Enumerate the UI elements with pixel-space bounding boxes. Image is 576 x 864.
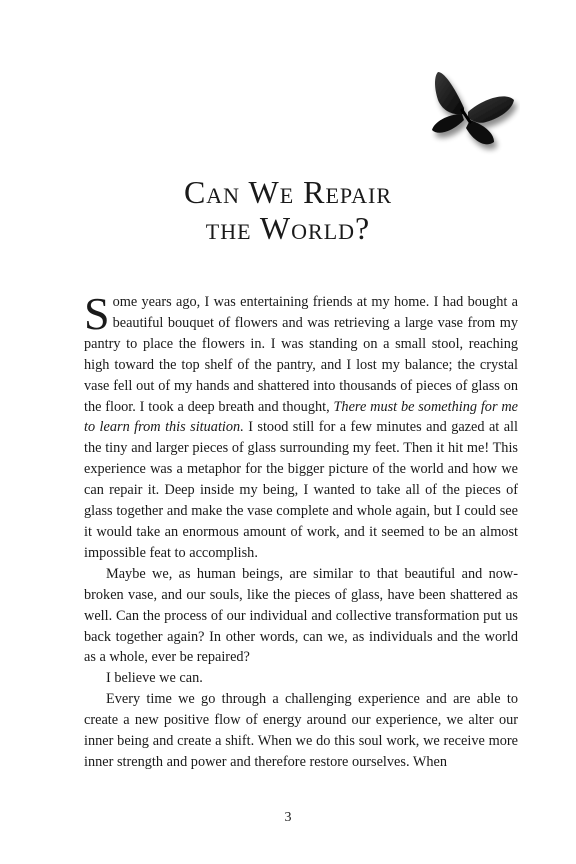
page-number: 3 [284,810,292,825]
paragraph-2: Maybe we, as human beings, are similar to that beautiful and now-broken vase, and our souls, like the pieces of glass, have been shattered as well. Can the process of our individual and collective transformation put us back together again? In other words, can we, as individuals and the world as a whole, ever be repaired? [84,565,518,666]
chapter-title [0,174,576,246]
chapter-title-line-1: Can We Repair [183,174,393,210]
paragraph-3: I believe we can. [106,670,203,687]
drop-cap: S [84,288,110,339]
italic-thought: There must be something for me to learn from this situation. [84,398,518,436]
body-text [84,288,518,773]
paragraph-1 [84,288,518,564]
paragraph-1-part-a: ome years ago, I was entertaining friends at my home. I had bought a beautiful bouquet of flowers and was retrieving a large vase from my pantry to place the flowers in. I was standing on a small stool, reaching high toward the top shelf of the pantry, and I lost my balance; the crystal vase fell out of my hands and shattered into thousands of pieces of glass on the floor. I took a deep breath and thought, [84,294,518,415]
chapter-title-line-2: the World? [205,210,371,246]
paragraph-1-part-b: I stood still for a few minutes and gazed at all the tiny and larger pieces of glass surrounding my feet. Then it hit me! This experience was a metaphor for the bigger picture of the world and how we can repair it. Deep inside my being, I wanted to take all of the pieces of glass together and make the vase complete and whole again, but I could see it would take an enormous amount of work, and it seemed to be an almost impossible feat to accomplish. [84,419,518,561]
butterfly-icon [424,66,520,162]
paragraph-4: Every time we go through a challenging experience and are able to create a new positive flow of energy around our experience, we alter our inner being and create a shift. When we do this soul work, we receive more inner strength and power and therefore restore ourselves. When [84,691,518,770]
